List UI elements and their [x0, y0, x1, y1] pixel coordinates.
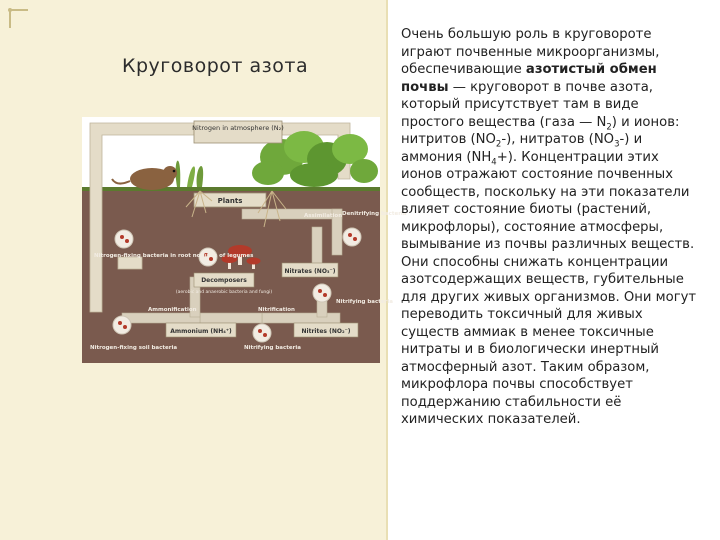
- fixing-nodules-label: Nitrogen-fixing bacteria in root nodules of legumes: [94, 253, 254, 259]
- decomposers-sub-label: (aerobic and anaerobic bacteria and fungi): [175, 290, 273, 295]
- soil-bacteria-label: Nitrogen-fixing soil bacteria: [90, 345, 178, 351]
- denitrifying-label: Denitrifying bacteria: [342, 211, 407, 217]
- body-text: Очень большую роль в круговороте играют почвенные микроорганизмы, обеспечивающие азотистый обмен почвы — круговорот в почве азота, который присутствует там в виде простого вещества (газа — $N_2$) и ионов: нитритов $(NO_2-)$, нитратов $(NO_3-)$ и аммония $(NH_4+)$. Концентрации этих ионов отражают состояние почвенных сообществ, поскольку на эти показатели влияет состояние биоты (растений, микрофлоры), состояние атмосферы, вымывание из почвы различных веществ. Они способны снижать концентрации азотсодержащих веществ, губительные для других живых организмов. Они могут переводить токсичный для живых существ аммиак в менее токсичные нитраты и в биологически инертный атмосферный азот. Таким образом, микрофлора почвы способствует поддержанию стабильности её химических показателей.: [401, 27, 697, 427]
- plants-label: Plants: [217, 197, 243, 205]
- nitrification-label: Nitrification: [258, 307, 295, 313]
- assimilation-label: Assimilation: [304, 213, 343, 219]
- ammonification-label: Ammonification: [148, 307, 197, 313]
- atmosphere-label: Nitrogen in atmosphere (N₂): [192, 124, 284, 132]
- nitrogen-cycle-diagram: [82, 117, 407, 363]
- nitrites-label: Nitrites (NO₂⁻): [301, 328, 351, 335]
- ammonium-label: Ammonium (NH₄⁺): [170, 328, 232, 335]
- slide-title: Круговорот азота: [122, 55, 309, 77]
- corner-ornament-icon: [8, 8, 30, 30]
- nitrifying-bottom-label: Nitrifying bacteria: [244, 345, 301, 351]
- decomposers-label: Decomposers: [201, 277, 247, 284]
- panel-divider: [386, 0, 388, 540]
- bold-term: азотистый обмен почвы: [401, 62, 657, 95]
- nitrates-label: Nitrates (NO₃⁻): [284, 268, 336, 275]
- nitrifying-label: Nitrifying bacteria: [336, 299, 393, 305]
